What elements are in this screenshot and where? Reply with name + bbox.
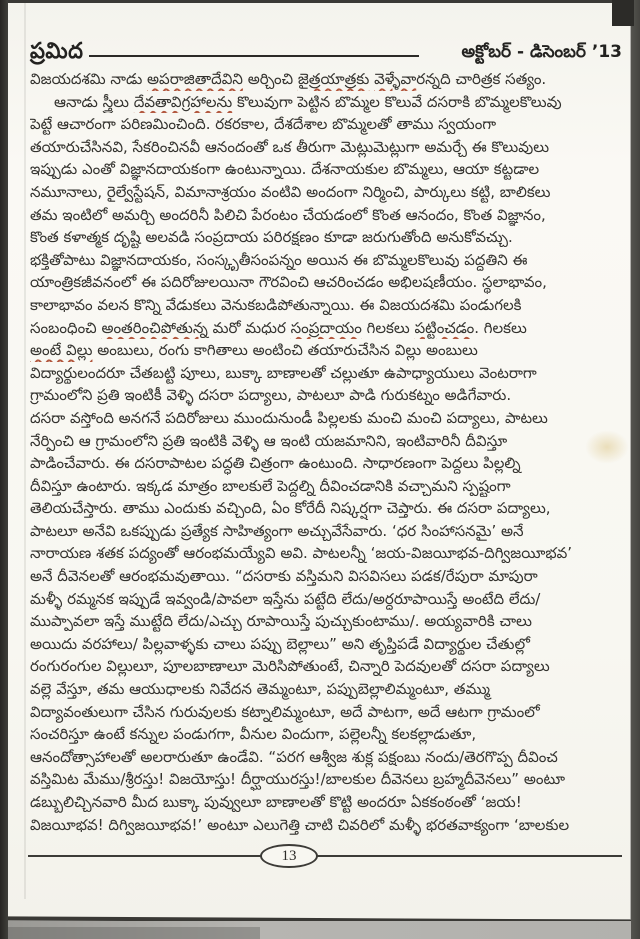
text-line: అయిదు వరహాలు/ పిల్లవాళ్ళకు చాలు పప్పు బెల్లాలు” అని తృప్తిపడే విద్యార్థుల చేతుల్లో (30, 634, 530, 653)
text-line: పాటలూ అనేవి ఒకప్పుడు ప్రత్యేక సాహిత్యంగా అచ్చువేసేవారు. ‘ధర సింహాసనమై’ అనే (30, 521, 524, 540)
issue-date: అక్టోబర్ - డిసెంబర్ ’13 (461, 42, 622, 62)
text-line: కాలాభావం వలన కొన్ని వేడుకలు వెనుకబడిపోతున్నాయి. ఈ విజయదశమి పండుగలకి (30, 295, 522, 314)
text-line: నేర్పించి ఆ గ్రామంలోని ప్రతి ఇంటికి వెళ్ళి ఆ ఇంటి యజమానిని, ఇంటివారినీ దీవిస్తూ (30, 431, 508, 450)
text-line: నమూనాలు, రైల్వేస్టేషన్, విమానాశ్రయం వంటివి అందంగా నిర్మించి, పార్కులు కట్టి, బాలికలు (30, 182, 551, 201)
text-line: తమ ఇంటిలో అమర్చి అందరినీ పిలిచి పేరంటం చేయడంలో కొంత ఆనందం, కొంత విజ్ఞానం, (30, 205, 546, 224)
pen-underline: అంటే విల్లు (30, 341, 93, 360)
masthead-logo: ప్రమిద (30, 38, 84, 64)
text-line: ఆనందోత్సాహాలతో అలరారుతూ ఉండేవి. “పరగ ఆశ్వీజ శుక్ల పక్షంబు నందు/తెరగొప్ప దీవించ (30, 747, 558, 766)
text-line: వల్లె వేస్తూ, తమ ఆయుధాలకు నివేదన తెమ్మంటూ, పప్పుబెల్లాలిమ్మంటూ, తమ్ము (30, 680, 491, 699)
scan-corner-shadow (0, 927, 260, 939)
pen-underline: అపరాజితాదేవిని (147, 70, 243, 88)
scan-edge-right (631, 0, 640, 939)
text-line: విద్యావంతులుగా చేసిన గురువులకు కట్నాలిమ్మంటూ, అదే పాటగా, అదే ఆటగా గ్రామంలో (30, 702, 540, 721)
text-line: రంగురంగుల విల్లులూ, పూలబాణాలూ మెరిసిపోతుంటే, చిన్నారి పెదవులతో దసరా పద్యాలు (30, 657, 550, 676)
footer-rule (28, 855, 622, 857)
text-line: గ్రామంలోని ప్రతి ఇంటికీ వెళ్ళి దసరా పద్యాలు, పాటలూ పాడి గురుకట్నం అడిగేవారు. (30, 386, 512, 405)
text-line: దీవిస్తూ ఉంటారు. ఇక్కడ మాత్రం బాలకులే పెద్దల్ని దీవించడానికి వచ్చామని స్పష్టంగా (30, 476, 511, 495)
page-number: 13 (281, 847, 297, 864)
text-line: ముప్పావలా ఇస్తే ముట్టేది లేదు/ఎచ్చు రూపాయిస్తే పుచ్చుకుంటాము/. అయ్యవారికి చాలు (30, 612, 532, 631)
text-line: తెలియచేస్తారు. తాము ఎందుకు వచ్చింది, ఏం కోరేదీ నిష్కర్షగా చెప్తారు. ఈ దసరా పద్యాలు, (30, 499, 551, 518)
pen-underline: అంతరించిపోతున్న (101, 318, 208, 337)
page-header (30, 40, 622, 68)
text-line: మళ్ళీ రమ్మనక ఇప్పుడే ఇవ్వండి/పావలా ఇస్తేను పట్టేది లేదు/అర్ధరూపాయిస్తే అంటేది లేదు/ (30, 589, 541, 608)
page-number-badge (260, 844, 318, 868)
scan-edge-top-right-corner (612, 0, 634, 26)
page-footer (28, 844, 622, 870)
text-line: భక్తితోపాటు విజ్ఞానదాయకం, సంస్కృతీసంపన్నం అయిన ఈ బొమ్మలకొలువు పద్ధతిని ఈ (30, 250, 528, 269)
text-line: పెట్టే ఆచారంగా పరిణమించింది. రకరకాల, దేశదేశాల బొమ్మలతో తాము స్వయంగా (30, 115, 497, 134)
pen-underline: దేవతావిగ్రహాలను (133, 92, 233, 111)
text-line: విద్యార్థులందరూ చేతబట్టి పూలు, బుక్కా బాణాలతో చల్లుతూ ఉపాధ్యాయులు వెంటరాగా (30, 363, 537, 382)
text-line: డబ్బులిచ్చినవారి మీద బుక్కా పువ్వులూ బాణాలతో కొట్టి అందరూ ఏకకంఠంతో ‘జయ! (30, 793, 522, 811)
text-line: ఆనాడు స్త్రీలు దేవతావిగ్రహాలను కొలువుగా పెట్టిన బొమ్మల కొలువే దసరాకి బొమ్మలకొలువు (54, 92, 562, 111)
text-line: కొంత కళాత్మక దృష్టి అలవడి సంప్రదాయ పరిరక్షణం కూడా జరుగుతోంది అనుకోవచ్చు. (30, 228, 513, 247)
text-line: సంబంధించి అంతరించిపోతున్న మరో మధుర సంప్రదాయం గిలకలు పట్టించడం. గిలకలు (30, 318, 527, 337)
text-line: దసరా వస్తోంది అనగనే పదిరోజులు ముందునుండీ పిల్లలకు మంచి మంచి పద్యాలు, పాటలు (30, 408, 548, 427)
text-line: పాడించేవారు. ఈ దసరాపాటల పద్ధతి చిత్రంగా ఉంటుంది. సాధారణంగా పెద్దలు పిల్లల్ని (30, 454, 521, 473)
scanner-background (0, 921, 640, 939)
scan-edge-left (0, 0, 8, 939)
pen-underline: పట్టించడం (414, 318, 475, 337)
pen-underline: సంప్రదాయం (290, 318, 362, 337)
text-line: అంటే విల్లు అంబులు, రంగు కాగితాలు అంటించి తయారుచేసిన విల్లు అంబులు (30, 341, 478, 360)
text-line: విజయదశమి నాడు అపరాజితాదేవిని అర్చించి జైత్రయాత్రకు వెళ్ళేవారన్నది చారిత్రక సత్యం. (30, 70, 547, 88)
text-line: సంచరిస్తూ ఉంటే కన్నుల పండుగగా, వీనుల విందుగా, పల్లెలన్నీ కలకల్లాడుతూ, (30, 725, 477, 744)
text-line: అనే దీవెనలతో ఆరంభమవుతాయి. “దసరాకు వస్తిమని విసవిసలు పడక/రేపురా మాపురా (30, 567, 538, 586)
article-text (30, 68, 624, 836)
text-line: ఇప్పుడు ఎంతో విజ్ఞానదాయకంగా ఉంటున్నాయి. దేశనాయకుల బొమ్మలు, ఆయా కట్టడాల (30, 160, 540, 179)
pen-underline: వెళ్ళేవా (374, 70, 417, 88)
text-line: తయారుచేసినవి, సేకరించినవీ ఆనందంతో ఒక తీరుగా మెట్లుమెట్లుగా అమర్చే ఈ కొలువులు (30, 137, 550, 156)
paper-fold-line (24, 2, 26, 899)
pen-underline: జైత్రయాత్రకు (297, 70, 370, 88)
scan-edge-top (0, 0, 640, 3)
text-line: వస్తిమిట మేము/శ్రీరస్తు! విజయోస్తు! దీర్ఘాయురస్తు!/బాలకుల దీవెనలు బ్రహ్మదీవెనలు” అంటూ (30, 770, 566, 789)
text-line: నారాయణ శతక పద్యంతో ఆరంభమయ్యేవి అవి. పాటలన్నీ ‘జయ-విజయీభవ-దిగ్విజయీభవ’ (30, 544, 573, 563)
text-line: విజయీభవ! దిగ్విజయీభవ!’ అంటూ ఎలుగెత్తి చాటి చివరిలో మళ్ళీ భరతవాక్యంగా ‘బాలకుల (30, 815, 570, 834)
text-line: యాంత్రికజీవనంలో ఈ పదిరోజులయినా గౌరవించి ఆచరించడం అభిలషణీయం. స్థలాభావం, (30, 273, 547, 292)
header-rule (89, 55, 419, 57)
